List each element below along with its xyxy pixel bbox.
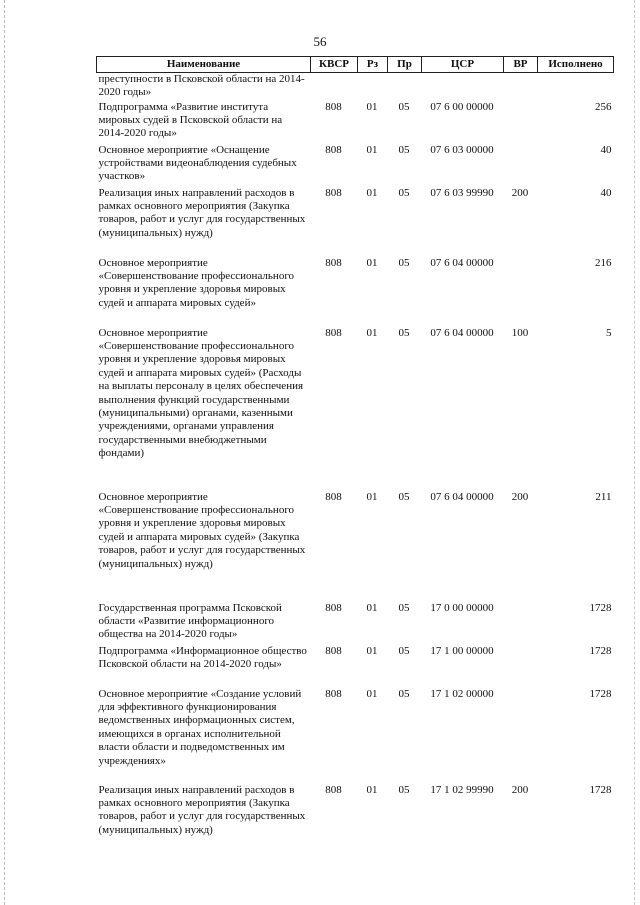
cell-ispolneno: 1728 — [589, 783, 612, 796]
cell-name: Основное мероприятие «Совершенствование профессионального уровня и укрепление здоровья мировых судей и аппарата мировых судей» (Расходы на выплаты персоналу в целях обеспечения выполнения функций государственными (муниципальными) органами, казенными учреждениями, органами управления государственными внебюджетными фондами) — [98, 326, 304, 460]
table-header-row — [97, 57, 614, 73]
table-row — [97, 491, 614, 602]
cell-csr: 07 6 00 00000 — [430, 100, 494, 113]
cell-vr — [504, 144, 538, 187]
cell-pr: 05 — [398, 687, 410, 700]
cell-vr — [504, 645, 538, 688]
table-row — [97, 144, 614, 187]
cell-csr: 07 6 03 00000 — [430, 143, 494, 156]
cell-csr: 07 6 04 00000 — [430, 256, 494, 269]
cell-rz: 01 — [366, 644, 378, 657]
header-rz: Рз — [358, 57, 388, 73]
table-row — [97, 645, 614, 688]
cell-csr: 17 1 00 00000 — [430, 644, 494, 657]
cell-rz: 01 — [366, 100, 378, 113]
table-row — [97, 327, 614, 491]
cell-kvsr: 808 — [325, 601, 342, 614]
header-kvsr: КВСР — [311, 57, 358, 73]
cell-csr: 07 6 04 00000 — [430, 326, 494, 339]
table-body — [97, 73, 614, 854]
cell-pr: 05 — [398, 186, 410, 199]
cell-pr: 05 — [398, 644, 410, 657]
cell-name: Основное мероприятие «Оснащение устройствами видеонаблюдения судебных участков» — [98, 143, 297, 183]
table-row — [97, 602, 614, 645]
cell-vr — [504, 602, 538, 645]
cell-ispolneno: 1728 — [589, 644, 612, 657]
cell-ispolneno: 216 — [595, 256, 612, 269]
cell-pr: 05 — [398, 326, 410, 339]
cell-vr — [504, 73, 538, 101]
cell-kvsr: 808 — [325, 100, 342, 113]
header-vr: ВР — [504, 57, 538, 73]
cell-pr: 05 — [398, 490, 410, 503]
header-ispolneno: Исполнено — [538, 57, 614, 73]
cell-kvsr: 808 — [325, 783, 342, 796]
cell-name: преступности в Псковской области на 2014-2020 годы» — [98, 73, 305, 99]
cell-vr — [504, 101, 538, 144]
cell-kvsr: 808 — [325, 687, 342, 700]
cell-ispolneno: 1728 — [589, 601, 612, 614]
cell-pr: 05 — [398, 143, 410, 156]
cell-ispolneno: 211 — [595, 490, 612, 503]
table-row — [97, 101, 614, 144]
cell-rz: 01 — [366, 186, 378, 199]
cell-ispolneno: 40 — [600, 186, 612, 199]
cell-name: Реализация иных направлений расходов в рамках основного мероприятия (Закупка товаров, работ и услуг для государственных (муниципальных) нужд) — [98, 186, 306, 239]
cell-vr — [504, 257, 538, 327]
cell-ispolneno: 1728 — [589, 687, 612, 700]
cell-vr — [504, 688, 538, 784]
cell-kvsr: 808 — [325, 186, 342, 199]
page-number: 56 — [313, 34, 327, 49]
cell-name: Основное мероприятие «Создание условий для эффективного функционирования ведомственных информационных систем, имеющихся в органах исполнительной власти области и подведомственных им учреждениях» — [98, 687, 302, 767]
cell-name: Государственная программа Псковской области «Развитие информационного общества на 2014-2020 годы» — [98, 601, 282, 641]
cell-csr: 17 1 02 00000 — [430, 687, 494, 700]
cell-ispolneno: 5 — [606, 326, 612, 339]
cell-name: Реализация иных направлений расходов в рамках основного мероприятия (Закупка товаров, работ и услуг для государственных (муниципальных) нужд) — [98, 783, 306, 836]
cell-vr: 200 — [511, 490, 529, 503]
cell-rz: 01 — [366, 326, 378, 339]
cell-rz: 01 — [366, 601, 378, 614]
cell-rz: 01 — [366, 783, 378, 796]
header-pr: Пр — [388, 57, 422, 73]
cell-vr: 100 — [511, 326, 529, 339]
cell-kvsr: 808 — [325, 644, 342, 657]
cell-csr — [422, 73, 504, 101]
table-row — [97, 688, 614, 784]
cell-kvsr: 808 — [325, 143, 342, 156]
cell-pr: 05 — [398, 783, 410, 796]
header-name: Наименование — [97, 57, 311, 73]
cell-name: Основное мероприятие «Совершенствование профессионального уровня и укрепление здоровья мировых судей и аппарата мировых судей» — [98, 256, 295, 309]
budget-table — [96, 56, 614, 854]
cell-kvsr: 808 — [325, 256, 342, 269]
cell-ispolneno: 256 — [595, 100, 612, 113]
table-row — [97, 257, 614, 327]
table-row — [97, 187, 614, 257]
cell-rz: 01 — [366, 687, 378, 700]
cell-vr: 200 — [511, 783, 529, 796]
cell-ispolneno — [538, 73, 614, 101]
cell-rz: 01 — [366, 490, 378, 503]
cell-csr: 07 6 03 99990 — [430, 186, 494, 199]
table-row — [97, 784, 614, 854]
cell-csr: 07 6 04 00000 — [430, 490, 494, 503]
cell-name: Подпрограмма «Информационное общество Псковской области на 2014-2020 годы» — [98, 644, 307, 670]
cell-name: Подпрограмма «Развитие института мировых судей в Псковской области на 2014-2020 годы» — [98, 100, 283, 140]
cell-csr: 17 1 02 99990 — [430, 783, 494, 796]
cell-name: Основное мероприятие «Совершенствование профессионального уровня и укрепление здоровья мировых судей и аппарата мировых судей» (Закупка товаров, работ и услуг для государственных (муниципальных) нужд) — [98, 490, 306, 570]
cell-pr: 05 — [398, 256, 410, 269]
cell-ispolneno: 40 — [600, 143, 612, 156]
cell-rz — [358, 73, 388, 101]
cell-pr: 05 — [398, 100, 410, 113]
cell-kvsr: 808 — [325, 490, 342, 503]
cell-rz: 01 — [366, 143, 378, 156]
cell-rz: 01 — [366, 256, 378, 269]
scan-edge-left — [4, 0, 5, 905]
cell-vr: 200 — [511, 186, 529, 199]
cell-pr — [388, 73, 422, 101]
cell-kvsr — [311, 73, 358, 101]
scan-edge-right — [634, 0, 635, 905]
cell-kvsr: 808 — [325, 326, 342, 339]
header-csr: ЦСР — [422, 57, 504, 73]
cell-pr: 05 — [398, 601, 410, 614]
table-row — [97, 73, 614, 101]
cell-csr: 17 0 00 00000 — [430, 601, 494, 614]
